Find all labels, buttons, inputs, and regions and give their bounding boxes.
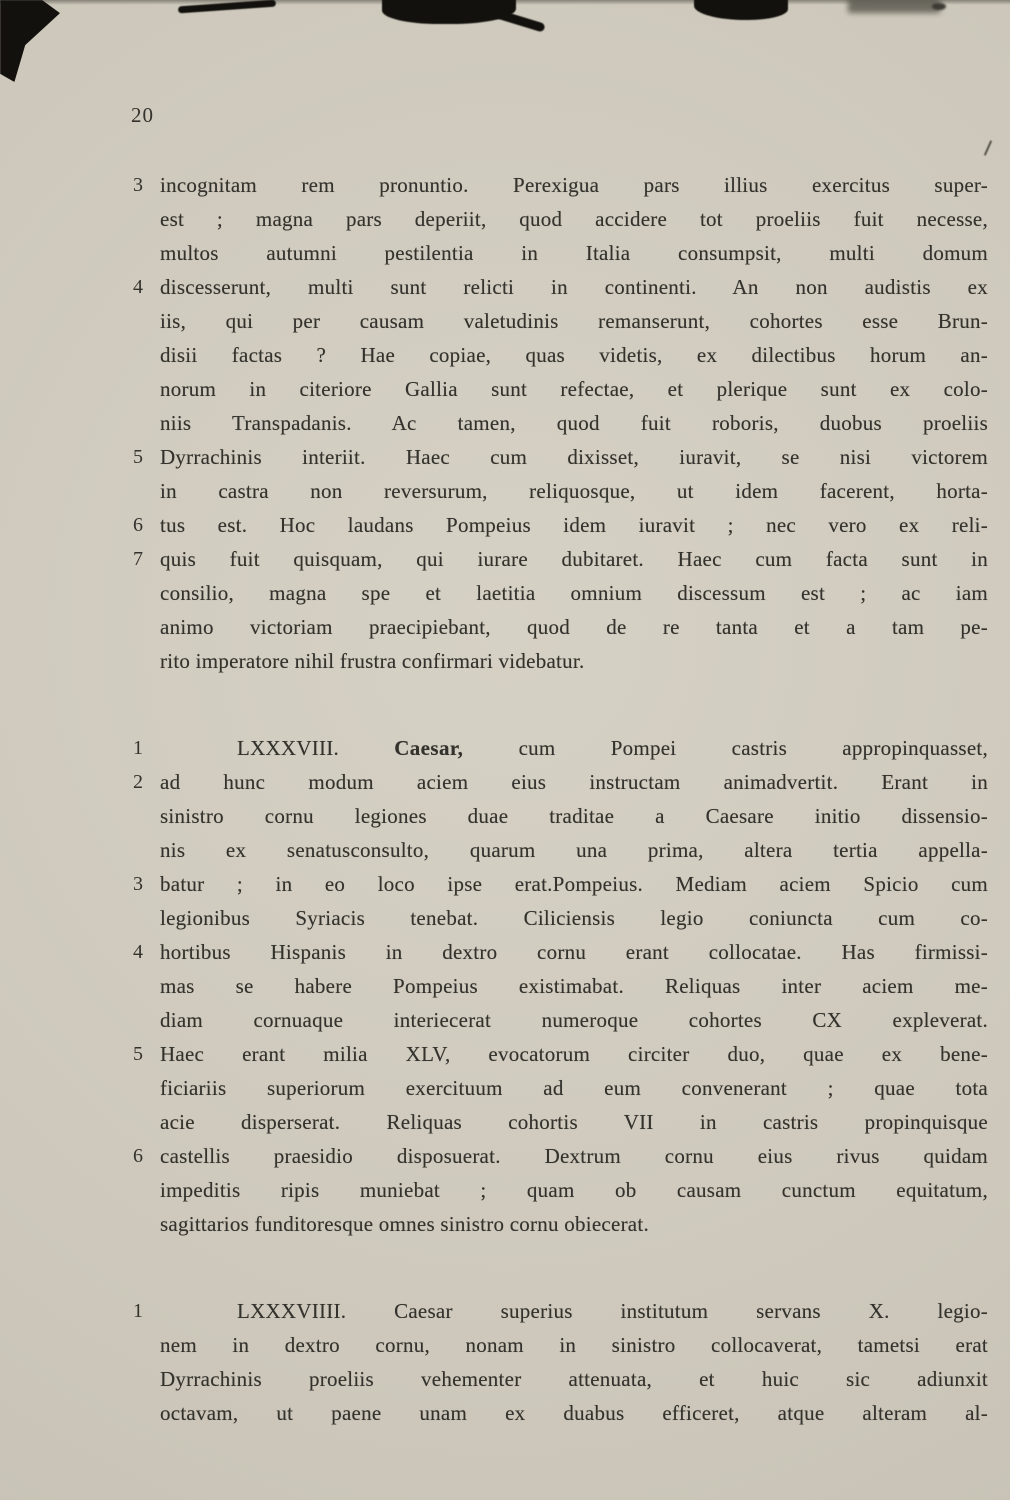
text-segment: sagittarios funditoresque omnes sinistro cornu obiecerat. (160, 1212, 649, 1236)
text-line-row (133, 508, 988, 542)
section-number: 3 (133, 174, 144, 196)
section-number-empty (133, 1207, 160, 1241)
text-line (160, 202, 988, 236)
text-segment: mas se habere Pompeius existimabat. Reliquas inter aciem me- (160, 974, 988, 998)
section-number: 2 (133, 771, 144, 793)
text-line-row (133, 202, 988, 236)
text-line (160, 935, 988, 969)
section-number-empty (133, 901, 160, 935)
text-line-row (133, 644, 988, 678)
section-number: 7 (133, 548, 144, 570)
text-line-row (133, 1328, 988, 1362)
text-segment: cum Pompei castris appropinquasset, (463, 736, 988, 760)
section-number-empty (133, 833, 160, 867)
scan-artifact-tick (984, 140, 992, 155)
chapter-89 (133, 1294, 988, 1430)
text-line (160, 1328, 988, 1362)
section-number: 3 (133, 873, 144, 895)
text-line-row (133, 168, 988, 202)
text-line-row (133, 236, 988, 270)
text-line-row (133, 1294, 988, 1328)
text-line-row (133, 474, 988, 508)
text-segment: impeditis ripis muniebat ; quam ob causam cunctum equitatum, (160, 1178, 988, 1202)
text-segment: incognitam rem pronuntio. Perexigua pars illius exercitus super- (160, 173, 988, 197)
text-line (160, 542, 988, 576)
text-line-row (133, 270, 988, 304)
text-segment: Dyrrachinis proeliis vehementer attenuata, et huic sic adiunxit (160, 1367, 988, 1391)
section-number-empty (133, 1105, 160, 1139)
text-line (160, 440, 988, 474)
text-line-row (133, 1396, 988, 1430)
text-segment: rito imperatore nihil frustra confirmari videbatur. (160, 649, 585, 673)
text-line (160, 168, 988, 202)
text-line (160, 1294, 988, 1328)
text-line (160, 270, 988, 304)
text-line (160, 474, 988, 508)
text-line-row (133, 765, 988, 799)
text-line-row (133, 799, 988, 833)
text-segment: ad hunc modum aciem eius instructam animadvertit. Erant in (160, 770, 988, 794)
text-segment: quis fuit quisquam, qui iurare dubitaret. Haec cum facta sunt in (160, 547, 988, 571)
text-line (160, 576, 988, 610)
text-segment: hortibus Hispanis in dextro cornu erant collocatae. Has firmissi- (160, 940, 988, 964)
text-segment: norum in citeriore Gallia sunt refectae, et plerique sunt ex colo- (160, 377, 988, 401)
text-line (160, 338, 988, 372)
text-line (160, 1003, 988, 1037)
section-number: 1 (133, 737, 144, 759)
text-line-row (133, 901, 988, 935)
text-segment: disii factas ? Hae copiae, quas videtis, ex dilectibus horum an- (160, 343, 988, 367)
text-block (133, 168, 988, 1430)
text-line (160, 765, 988, 799)
section-number: 4 (133, 276, 144, 298)
text-segment: est ; magna pars deperiit, quod accidere tot proeliis fuit necesse, (160, 207, 988, 231)
text-line-row (133, 1173, 988, 1207)
text-segment: consilio, magna spe et laetitia omnium discessum est ; ac iam (160, 581, 988, 605)
section-number: 6 (133, 1145, 144, 1167)
text-line (160, 1396, 988, 1430)
section-number-empty (133, 236, 160, 270)
text-line-row (133, 542, 988, 576)
section-number-empty (133, 304, 160, 338)
chapter-keyword-bold: Caesar, (394, 736, 464, 760)
text-segment: octavam, ut paene unam ex duabus efficeret, atque alteram al- (160, 1401, 988, 1425)
section-number-empty (133, 1362, 160, 1396)
section-number-empty (133, 1396, 160, 1430)
text-line-row (133, 1139, 988, 1173)
section-number-empty (133, 799, 160, 833)
section-number: 5 (133, 446, 144, 468)
text-line-row (133, 1037, 988, 1071)
section-number-empty (133, 1003, 160, 1037)
section-number-empty (133, 474, 160, 508)
text-line-row (133, 935, 988, 969)
text-line-row (133, 1071, 988, 1105)
section-number-empty (133, 969, 160, 1003)
text-line (160, 644, 988, 678)
text-line (160, 1139, 988, 1173)
section-number-empty (133, 1328, 160, 1362)
text-line-row (133, 867, 988, 901)
text-segment: nem in dextro cornu, nonam in sinistro collocaverat, tametsi erat (160, 1333, 988, 1357)
section-number: 1 (133, 1300, 144, 1322)
text-segment: batur ; in eo loco ipse erat.Pompeius. Mediam aciem Spicio cum (160, 872, 988, 896)
text-segment: diam cornuaque interiecerat numeroque cohortes CX expleverat. (160, 1008, 988, 1032)
text-line-row (133, 372, 988, 406)
text-line (160, 867, 988, 901)
text-line-row (133, 1003, 988, 1037)
text-line-row (133, 610, 988, 644)
text-segment: acie disperserat. Reliquas cohortis VII in castris propinquisque (160, 1110, 988, 1134)
text-line-row (133, 1207, 988, 1241)
text-line-row (133, 304, 988, 338)
text-line (160, 1362, 988, 1396)
section-number: 5 (133, 1043, 144, 1065)
text-line-row (133, 338, 988, 372)
text-segment: legionibus Syriacis tenebat. Ciliciensis legio coniuncta cum co- (160, 906, 988, 930)
scan-artifact-smudge (848, 0, 940, 13)
page-number: 20 (131, 103, 154, 127)
section-number-empty (133, 1173, 160, 1207)
text-line (160, 508, 988, 542)
text-line (160, 372, 988, 406)
text-line (160, 731, 988, 765)
section-number-empty (133, 406, 160, 440)
section-number-empty (133, 610, 160, 644)
section-number-empty (133, 202, 160, 236)
text-segment: nis ex senatusconsulto, quarum una prima, altera tertia appella- (160, 838, 988, 862)
section-number-empty (133, 644, 160, 678)
text-line-row (133, 731, 988, 765)
text-segment: niis Transpadanis. Ac tamen, quod fuit roboris, duobus proeliis (160, 411, 988, 435)
text-line (160, 833, 988, 867)
text-segment: animo victoriam praecipiebant, quod de re tanta et a tam pe- (160, 615, 988, 639)
section-number: 6 (133, 514, 144, 536)
text-line-row (133, 406, 988, 440)
text-segment: LXXXVIIII. Caesar superius institutum servans X. legio- (237, 1299, 988, 1323)
text-line (160, 236, 988, 270)
text-line-row (133, 969, 988, 1003)
scan-artifact-dot (932, 3, 946, 10)
text-segment: tus est. Hoc laudans Pompeius idem iuravit ; nec vero ex reli- (160, 513, 988, 537)
text-segment: ficiariis superiorum exercituum ad eum convenerant ; quae tota (160, 1076, 988, 1100)
section-number-empty (133, 1071, 160, 1105)
text-line (160, 799, 988, 833)
text-line (160, 406, 988, 440)
text-line-row (133, 1362, 988, 1396)
text-line-row (133, 440, 988, 474)
text-line (160, 901, 988, 935)
text-line (160, 1105, 988, 1139)
text-segment: multos autumni pestilentia in Italia consumpsit, multi domum (160, 241, 988, 265)
text-line (160, 1037, 988, 1071)
section-number: 4 (133, 941, 144, 963)
scan-artifact-blob (694, 0, 788, 20)
text-segment: sinistro cornu legiones duae traditae a Caesare initio dissensio- (160, 804, 988, 828)
text-segment: Dyrrachinis interiit. Haec cum dixisset, iuravit, se nisi victorem (160, 445, 988, 469)
text-line (160, 304, 988, 338)
text-segment: LXXXVIII. (237, 736, 395, 760)
text-line (160, 969, 988, 1003)
text-segment: in castra non reversurum, reliquosque, ut idem facerent, horta- (160, 479, 988, 503)
section-number-empty (133, 372, 160, 406)
chapter-87-continuation (133, 168, 988, 678)
text-line-row (133, 833, 988, 867)
text-segment: iis, qui per causam valetudinis remanserunt, cohortes esse Brun- (160, 309, 988, 333)
text-line (160, 1071, 988, 1105)
section-number-empty (133, 576, 160, 610)
scan-artifact-corner-blob (0, 0, 60, 82)
chapter-88 (133, 731, 988, 1241)
text-segment: discesserunt, multi sunt relicti in continenti. An non audistis ex (160, 275, 988, 299)
text-line-row (133, 576, 988, 610)
text-line-row (133, 1105, 988, 1139)
text-line (160, 610, 988, 644)
text-segment: Haec erant milia XLV, evocatorum circiter duo, quae ex bene- (160, 1042, 988, 1066)
text-segment: castellis praesidio disposuerat. Dextrum cornu eius rivus quidam (160, 1144, 988, 1168)
section-number-empty (133, 338, 160, 372)
text-line (160, 1173, 988, 1207)
text-line (160, 1207, 988, 1241)
